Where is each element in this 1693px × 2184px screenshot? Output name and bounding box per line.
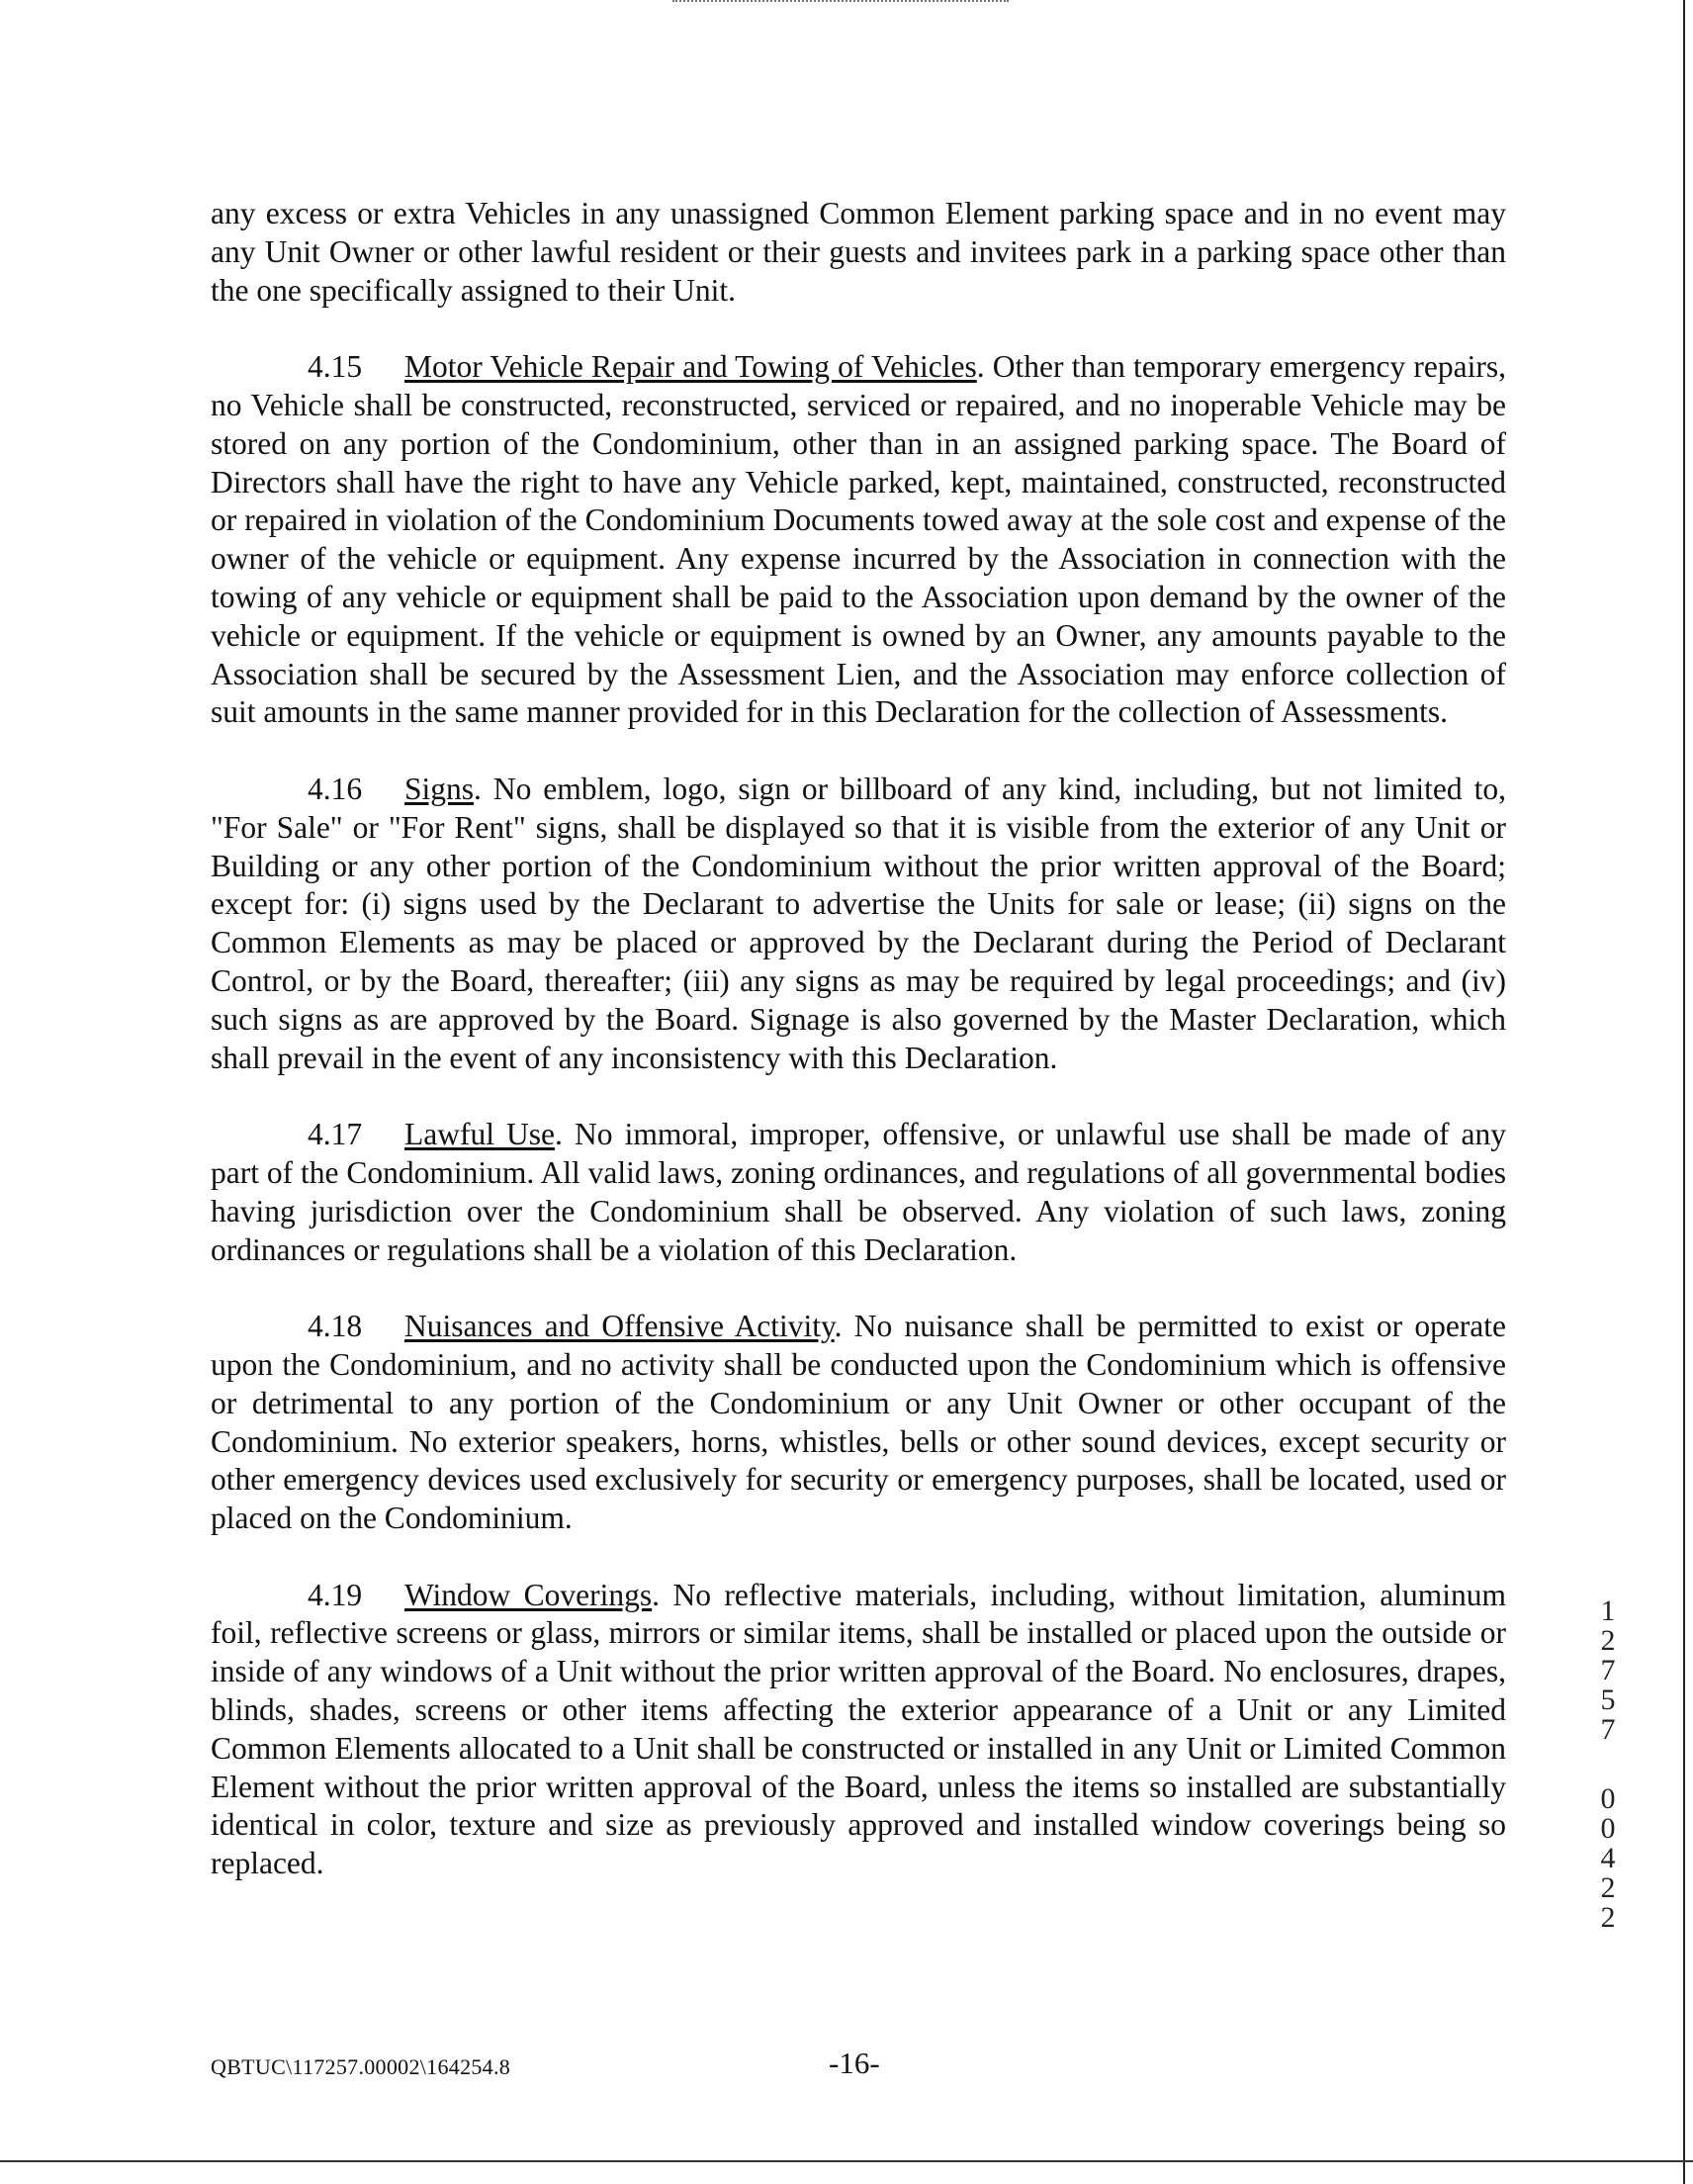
section-text: No nuisance shall be permitted to exist or operate upon the Condominium, and no activity shall be conducted upon the Condominium which is offensive or detrimental to any portion of the Condominium or any Unit Owner or other occupant of the Condominium. No exterior speakers, horns, whistles, bells or other sound devices, except security or other emergency devices used exclusively for security or emergency purposes, shall be located, used or placed on the Condominium. xyxy=(211,1309,1507,1536)
section-title: Lawful Use xyxy=(404,1117,556,1152)
stamp-digit: 2 xyxy=(1600,1624,1616,1657)
stamp-digit: 5 xyxy=(1600,1684,1616,1716)
stamp-digit: 0 xyxy=(1600,1812,1616,1845)
scan-top-mark xyxy=(672,0,1009,5)
section-title: Motor Vehicle Repair and Towing of Vehicles xyxy=(404,349,977,385)
scan-right-edge xyxy=(1683,0,1685,2184)
continuation-paragraph: any excess or extra Vehicles in any unassigned Common Element parking space and in no event may any Unit Owner or other lawful resident or their guests and invitees park in a parking space other than the one specifically assigned to their Unit. xyxy=(211,196,1506,308)
stamp-digit: 7 xyxy=(1600,1713,1616,1746)
stamp-digit: 7 xyxy=(1600,1654,1616,1686)
footer-document-id: QBTUC\117257.00002\164254.8 xyxy=(211,2054,511,2079)
stamp-digit: 4 xyxy=(1600,1842,1616,1874)
section-text: Other than temporary emergency repairs, no Vehicle shall be constructed, reconstructed, serviced or repaired, and no inoperable Vehicle may be stored on any portion of the Condominium, other than in an assigned parking space. The Board of Directors shall have the right to have any Vehicle parked, kept, maintained, constructed, reconstructed or repaired in violation of the Condominium Documents towed away at the sole cost and expense of the owner of the vehicle or equipment. Any expense incurred by the Association in connection with the towing of any vehicle or equipment shall be paid to the Association upon demand by the owner of the vehicle or equipment. If the vehicle or equipment is owned by an Owner, any amounts payable to the Association shall be secured by the Assessment Lien, and the Association may enforce collection of suit amounts in the same manner provided for in this Declaration for the collection of Assessments. xyxy=(211,349,1506,730)
footer-page-number: -16- xyxy=(829,2046,880,2080)
scan-bottom-rule xyxy=(0,2160,1693,2162)
section-text: No reflective materials, including, without limitation, aluminum foil, reflective screens or glass, mirrors or similar items, shall be installed or placed upon the outside or inside of any windows of a Unit without the prior written approval of the Board. No enclosures, drapes, blinds, shades, screens or other items affecting the exterior appearance of a Unit or any Limited Common Elements allocated to a Unit shall be constructed or installed in any Unit or Limited Common Element without the prior written approval of the Board, unless the items so installed are substantially identical in color, texture and size as previously approved and installed window coverings being so replaced. xyxy=(211,1577,1507,1881)
section-text: No emblem, logo, sign or billboard of any kind, including, but not limited to, "For Sale" or "For Rent" signs, shall be displayed so that it is visible from the exterior of any Unit or Building or any other portion of the Condominium without the prior written approval of the Board; except for: (i) signs used by the Declarant to advertise the Units for sale or lease; (ii) signs on the Common Elements as may be placed or approved by the Declarant during the Period of Declarant Control, or by the Board, thereafter; (iii) any signs as may be required by legal proceedings; and (iv) such signs as are approved by the Board. Signage is also governed by the Master Declaration, which shall prevail in the event of any inconsistency with this Declaration. xyxy=(211,771,1506,1075)
stamp-page-number xyxy=(1594,1784,1622,1933)
section-number: 4.17 xyxy=(308,1117,363,1152)
section-title: Window Coverings xyxy=(404,1577,653,1612)
section-4-19: 4.19 Window Coverings. No reflective materials, including, without limitation, aluminum foil, reflective screens or glass, mirrors or similar items, shall be installed or placed upon the outside or inside of any windows of a Unit without the prior written approval of the Board. No enclosures, drapes, blinds, shades, screens or other items affecting the exterior appearance of a Unit or any Limited Common Elements allocated to a Unit shall be constructed or installed in any Unit or Limited Common Element without the prior written approval of the Board, unless the items so installed are substantially identical in color, texture and size as previously approved and installed window coverings being so replaced. xyxy=(211,1577,1507,1881)
stamp-digit: 2 xyxy=(1600,1871,1616,1904)
section-number: 4.15 xyxy=(308,349,363,385)
section-number: 4.18 xyxy=(308,1309,363,1344)
section-4-15: 4.15 Motor Vehicle Repair and Towing of Vehicles. Other than temporary emergency repairs, no Vehicle shall be constructed, reconstructed, serviced or repaired, and no inoperable Vehicle may be stored on any portion of the Condominium, other than in an assigned parking space. The Board of Directors shall have the right to have any Vehicle parked, kept, maintained, constructed, reconstructed or repaired in violation of the Condominium Documents towed away at the sole cost and expense of the owner of the vehicle or equipment. Any expense incurred by the Association in connection with the towing of any vehicle or equipment shall be paid to the Association upon demand by the owner of the vehicle or equipment. If the vehicle or equipment is owned by an Owner, any amounts payable to the Association shall be secured by the Assessment Lien, and the Association may enforce collection of suit amounts in the same manner provided for in this Declaration for the collection of Assessments. xyxy=(211,349,1506,730)
section-title: Signs xyxy=(404,771,475,806)
section-number: 4.16 xyxy=(308,771,363,806)
stamp-digit: 0 xyxy=(1600,1782,1616,1815)
section-4-18: 4.18 Nuisances and Offensive Activity. No nuisance shall be permitted to exist or operate upon the Condominium, and no activity shall be conducted upon the Condominium which is offensive or detrimental to any portion of the Condominium or any Unit Owner or other occupant of the Condominium. No exterior speakers, horns, whistles, bells or other sound devices, except security or other emergency devices used exclusively for security or emergency purposes, shall be located, used or placed on the Condominium. xyxy=(211,1309,1507,1536)
stamp-book-number xyxy=(1594,1596,1622,1745)
recording-stamp xyxy=(1594,1596,1622,1933)
stamp-digit: 2 xyxy=(1600,1901,1616,1934)
stamp-digit: 1 xyxy=(1600,1594,1616,1627)
document-body xyxy=(211,195,1506,1922)
section-4-17: 4.17 Lawful Use. No immoral, improper, offensive, or unlawful use shall be made of any part of the Condominium. All valid laws, zoning ordinances, and regulations of all governmental bodies having jurisdiction over the Condominium shall be observed. Any violation of such laws, zoning ordinances or regulations shall be a violation of this Declaration. xyxy=(211,1117,1507,1267)
section-title: Nuisances and Offensive Activity xyxy=(404,1309,835,1344)
section-text: No immoral, improper, offensive, or unlawful use shall be made of any part of the Condominium. All valid laws, zoning ordinances, and regulations of all governmental bodies having jurisdiction over the Condominium shall be observed. Any violation of such laws, zoning ordinances or regulations shall be a violation of this Declaration. xyxy=(211,1117,1507,1267)
section-number: 4.19 xyxy=(308,1577,363,1612)
section-4-16: 4.16 Signs. No emblem, logo, sign or billboard of any kind, including, but not limited to, "For Sale" or "For Rent" signs, shall be displayed so that it is visible from the exterior of any Unit or Building or any other portion of the Condominium without the prior written approval of the Board; except for: (i) signs used by the Declarant to advertise the Units for sale or lease; (ii) signs on the Common Elements as may be placed or approved by the Declarant during the Period of Declarant Control, or by the Board, thereafter; (iii) any signs as may be required by legal proceedings; and (iv) such signs as are approved by the Board. Signage is also governed by the Master Declaration, which shall prevail in the event of any inconsistency with this Declaration. xyxy=(211,771,1506,1075)
